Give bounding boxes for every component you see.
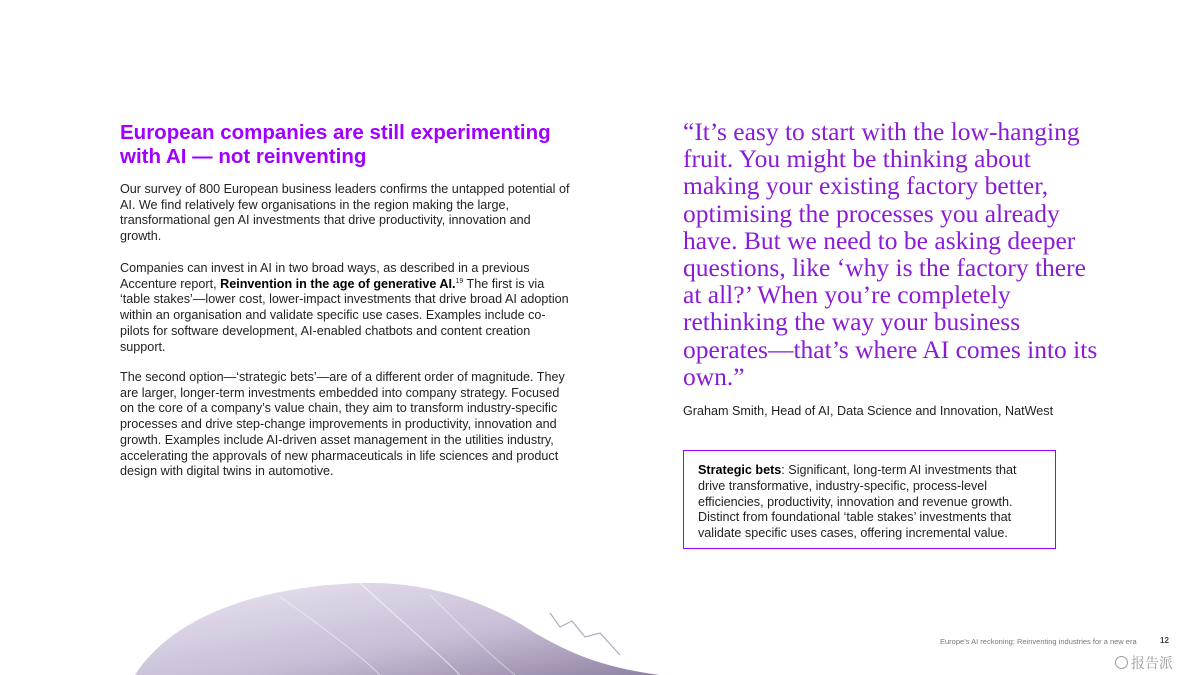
page-number: 12: [1160, 636, 1169, 645]
footer-report-name: Europe’s AI reckoning: Reinventing industries for a new era: [940, 637, 1137, 646]
watermark-logo-icon: [1115, 656, 1128, 669]
paragraph-2-rest: The first is via ‘table stakes’—lower cost, lower-impact investments that drive broad AI adoption within an organisation and validate specific use cases. Examples include co-pilots for software development, AI-enabled chatbots and content creation support.: [120, 276, 569, 354]
callout-term: Strategic bets: [698, 463, 782, 477]
pull-quote: “It’s easy to start with the low-hanging fruit. You might be thinking about making your existing factory better, optimising the processes you already have. But we need to be asking deeper questions, like ‘why is the factory there at all?’ When you’re completely rethinking the way your business operates—that’s where AI comes into its own.”: [683, 117, 1098, 391]
paragraph-2-intro: Companies can invest in AI in two broad ways, as described in a previous Accenture report,: [120, 261, 530, 291]
footnote-marker[interactable]: 19: [455, 277, 464, 285]
watermark: [1115, 653, 1173, 673]
body-paragraph-2: Companies can invest in AI in two broad ways, as described in a previous Accenture report, Reinvention in the age of generative AI.$^{19}$ The first is via ‘table stakes’—lower cost, lower-impact investments that drive broad AI adoption within an organisation and validate specific use cases. Examples include co-pilots for software development, AI-enabled chatbots and content creation support.: [120, 261, 569, 354]
definition-callout-box: [683, 450, 1056, 549]
feather-decoration: [130, 575, 690, 675]
body-paragraph-1: Our survey of 800 European business leaders confirms the untapped potential of AI. We find relatively few organisations in the region making the large, transformational gen AI investments that drive productivity, innovation and growth.: [120, 182, 570, 244]
body-paragraph-3: The second option—‘strategic bets’—are of a different order of magnitude. They are larger, longer-term investments embedded into company strategy. Focused on the core of a company’s value chain, they aim to transform industry-specific processes and drive step-change improvements in productivity, innovation and growth. Examples include AI-driven asset management in the utilities industry, accelerating the approvals of new pharmaceuticals in life sciences and product design with digital twins in automotive.: [120, 370, 565, 479]
callout-definition: : Significant, long-term AI investments that drive transformative, industry-specific, process-level efficiencies, productivity, innovation and revenue growth. Distinct from foundational ‘table stakes’ investments that validate specific uses cases, offering incremental value.: [698, 463, 1017, 541]
quote-attribution: Graham Smith, Head of AI, Data Science and Innovation, NatWest: [683, 404, 1054, 418]
report-title-link[interactable]: Reinvention in the age of generative AI: [220, 276, 452, 291]
section-heading: European companies are still experimenting with AI — not reinventing: [120, 121, 551, 168]
watermark-text: 报告派: [1131, 655, 1173, 671]
